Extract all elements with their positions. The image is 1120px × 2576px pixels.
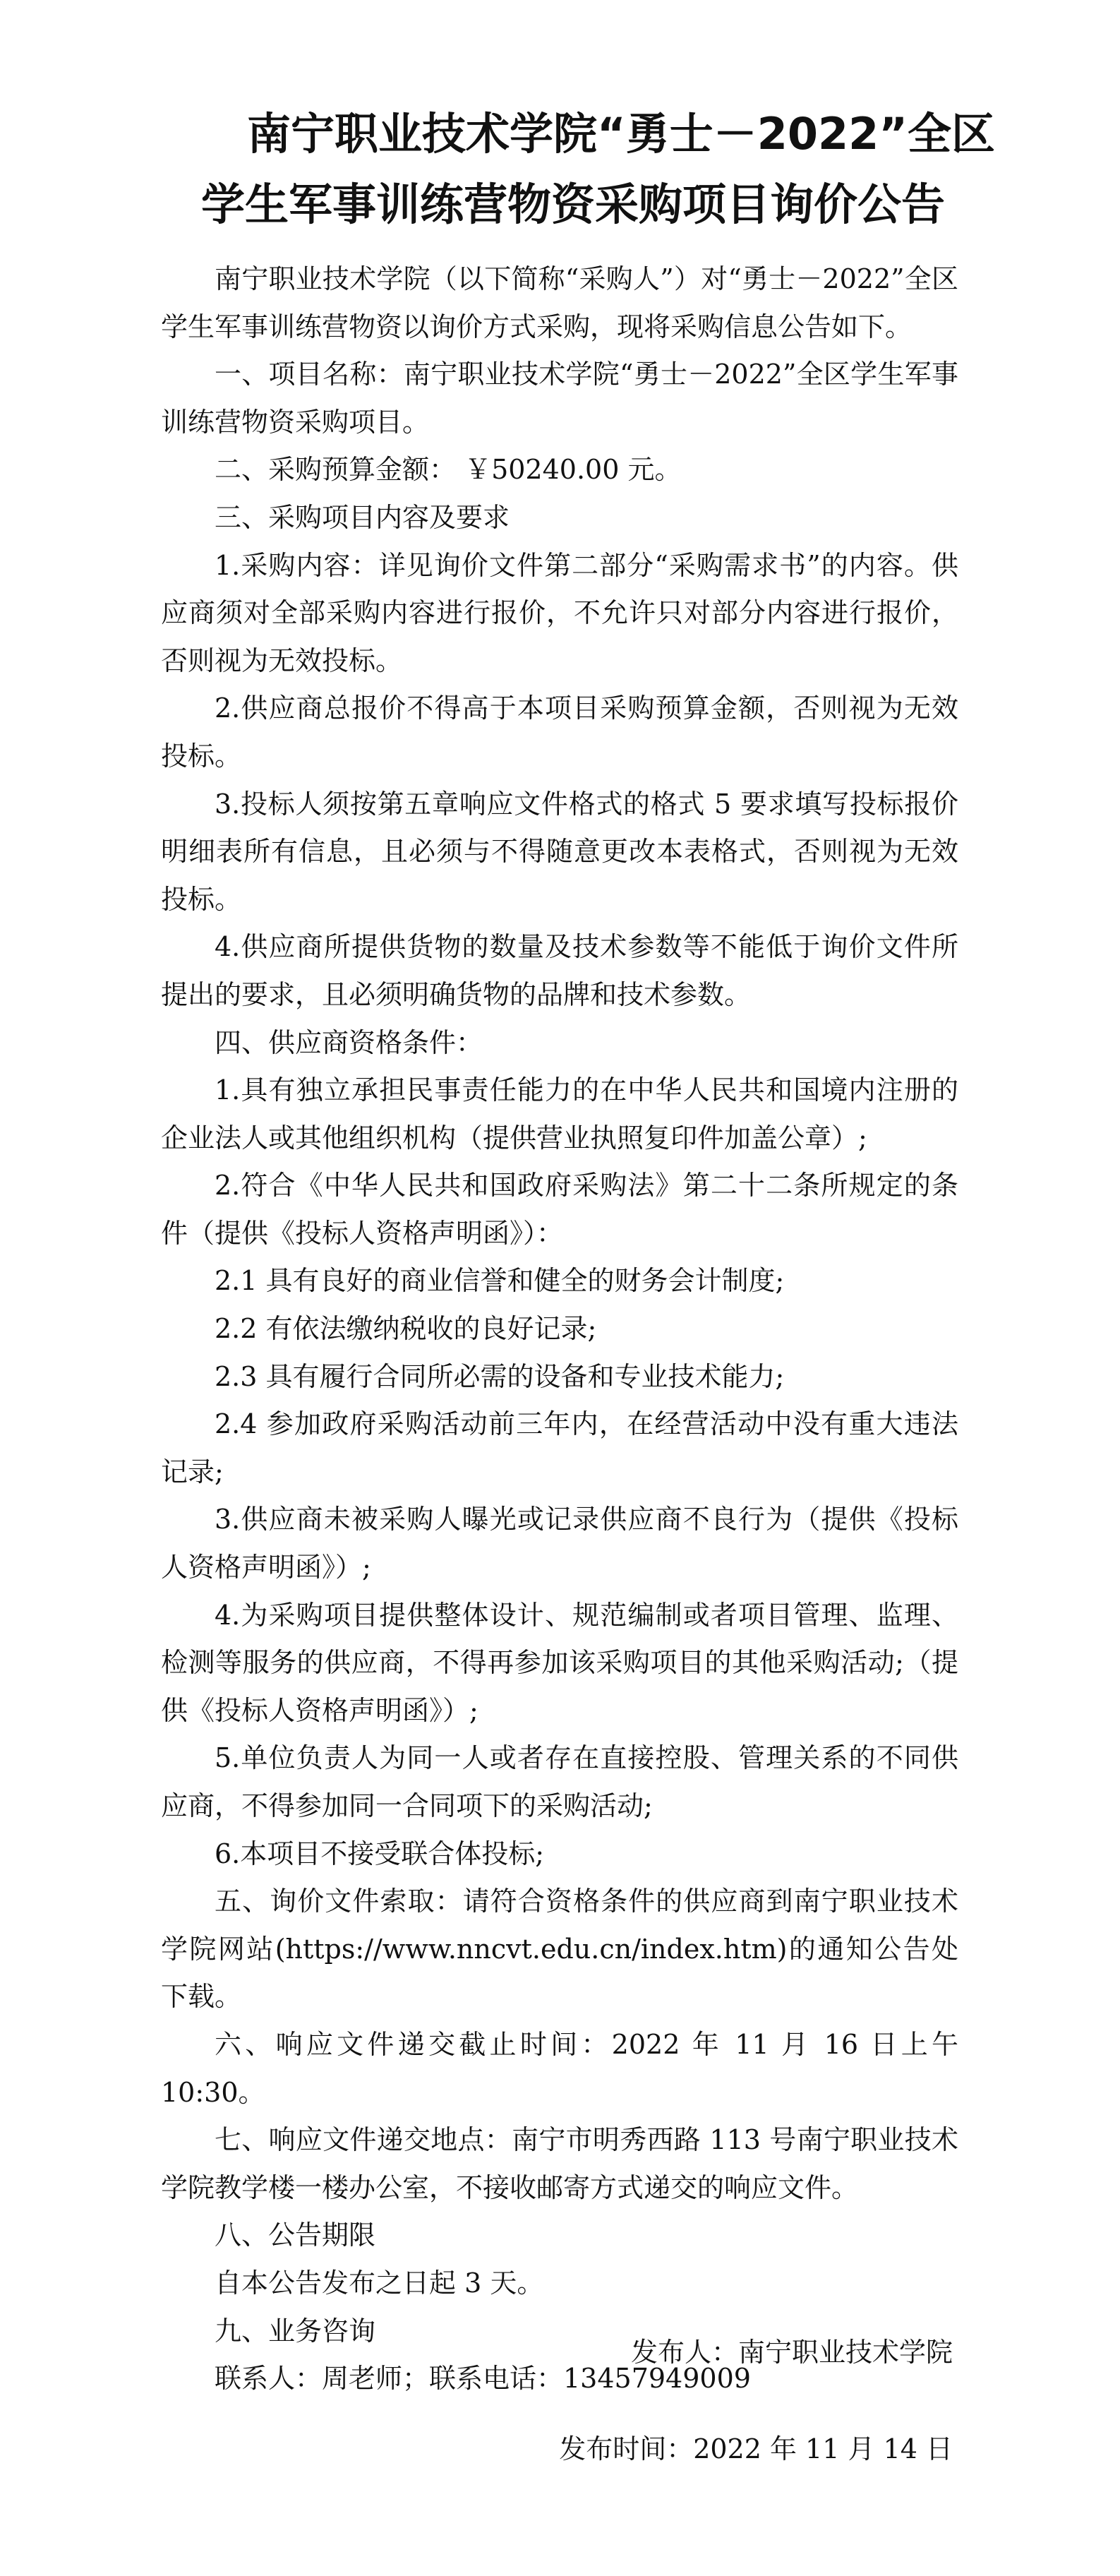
submission-location: 七、响应文件递交地点：南宁市明秀西路 113 号南宁职业技术学院教学楼一楼办公室，不接收邮寄方式递交的响应文件。 — [161, 2124, 958, 2203]
requirement-item: 3.投标人须按第五章响应文件格式的格式 5 要求填写投标报价明细表所有信息，且必须与不得随意更改本表格式，否则视为无效投标。 — [161, 788, 958, 915]
page-title-line-1: 南宁职业技术学院“勇士－2022”全区 — [247, 108, 996, 160]
qualification-subitem: 2.4 参加政府采购活动前三年内，在经营活动中没有重大违法记录; — [161, 1408, 958, 1487]
announcement-period: 自本公告发布之日起 3 天。 — [215, 2267, 544, 2299]
qualification-item: 2.符合《中华人民共和国政府采购法》第二十二条所规定的条件（提供《投标人资格声明函》）： — [161, 1170, 958, 1249]
qualification-item: 4.为采购项目提供整体设计、规范编制或者项目管理、监理、检测等服务的供应商，不得再参加该采购项目的其他采购活动;（提供《投标人资格声明函》）; — [161, 1599, 958, 1726]
publish-date: 发布时间：2022 年 11 月 14 日 — [559, 2433, 953, 2464]
document-download-info: 五、询价文件索取：请符合资格条件的供应商到南宁职业技术学院网站(https://www.nncvt.edu.cn/index.htm)的通知公告处下载。 — [161, 1886, 958, 2013]
section-heading-requirements: 三、采购项目内容及要求 — [215, 501, 510, 533]
requirement-item: 1.采购内容：详见询价文件第二部分“采购需求书”的内容。供应商须对全部采购内容进行报价，不允许只对部分内容进行报价，否则视为无效投标。 — [161, 549, 958, 676]
section-heading-period: 八、公告期限 — [215, 2219, 376, 2251]
section-heading-contact: 九、业务咨询 — [215, 2315, 376, 2347]
publisher-signature: 发布人：南宁职业技术学院 — [630, 2337, 953, 2368]
qualification-item: 5.单位负责人为同一人或者存在直接控股、管理关系的不同供应商，不得参加同一合同项下的采购活动; — [161, 1742, 958, 1821]
requirement-item: 4.供应商所提供货物的数量及技术参数等不能低于询价文件所提出的要求，且必须明确货物的品牌和技术参数。 — [161, 931, 958, 1010]
qualification-item: 6.本项目不接受联合体投标; — [215, 1838, 545, 1869]
submission-deadline: 六、响应文件递交截止时间：2022 年 11 月 16 日上午 10:30。 — [161, 2028, 958, 2108]
announcement-body — [161, 256, 958, 2403]
qualification-item: 3.供应商未被采购人曝光或记录供应商不良行为（提供《投标人资格声明函》）; — [161, 1504, 958, 1583]
project-name: 一、项目名称：南宁职业技术学院“勇士－2022”全区学生军事训练营物资采购项目。 — [161, 359, 958, 438]
intro-paragraph: 南宁职业技术学院（以下简称“采购人”）对“勇士－2022”全区学生军事训练营物资以询价方式采购，现将采购信息公告如下。 — [161, 263, 958, 342]
requirement-item: 2.供应商总报价不得高于本项目采购预算金额，否则视为无效投标。 — [161, 693, 958, 772]
qualification-item: 1.具有独立承担民事责任能力的在中华人民共和国境内注册的企业法人或其他组织机构（提供营业执照复印件加盖公章）; — [161, 1074, 958, 1154]
qualification-subitem: 2.3 具有履行合同所必需的设备和专业技术能力; — [215, 1360, 785, 1392]
qualification-subitem: 2.2 有依法缴纳税收的良好记录; — [215, 1313, 597, 1345]
page-title-line-2: 学生军事训练营物资采购项目询价公告 — [201, 179, 946, 230]
qualification-subitem: 2.1 具有良好的商业信誉和健全的财务会计制度; — [215, 1265, 785, 1297]
budget-amount: 二、采购预算金额： ￥50240.00 元。 — [215, 454, 682, 486]
contact-info: 联系人：周老师；联系电话：13457949009 — [215, 2363, 751, 2395]
section-heading-qualifications: 四、供应商资格条件： — [215, 1026, 483, 1058]
